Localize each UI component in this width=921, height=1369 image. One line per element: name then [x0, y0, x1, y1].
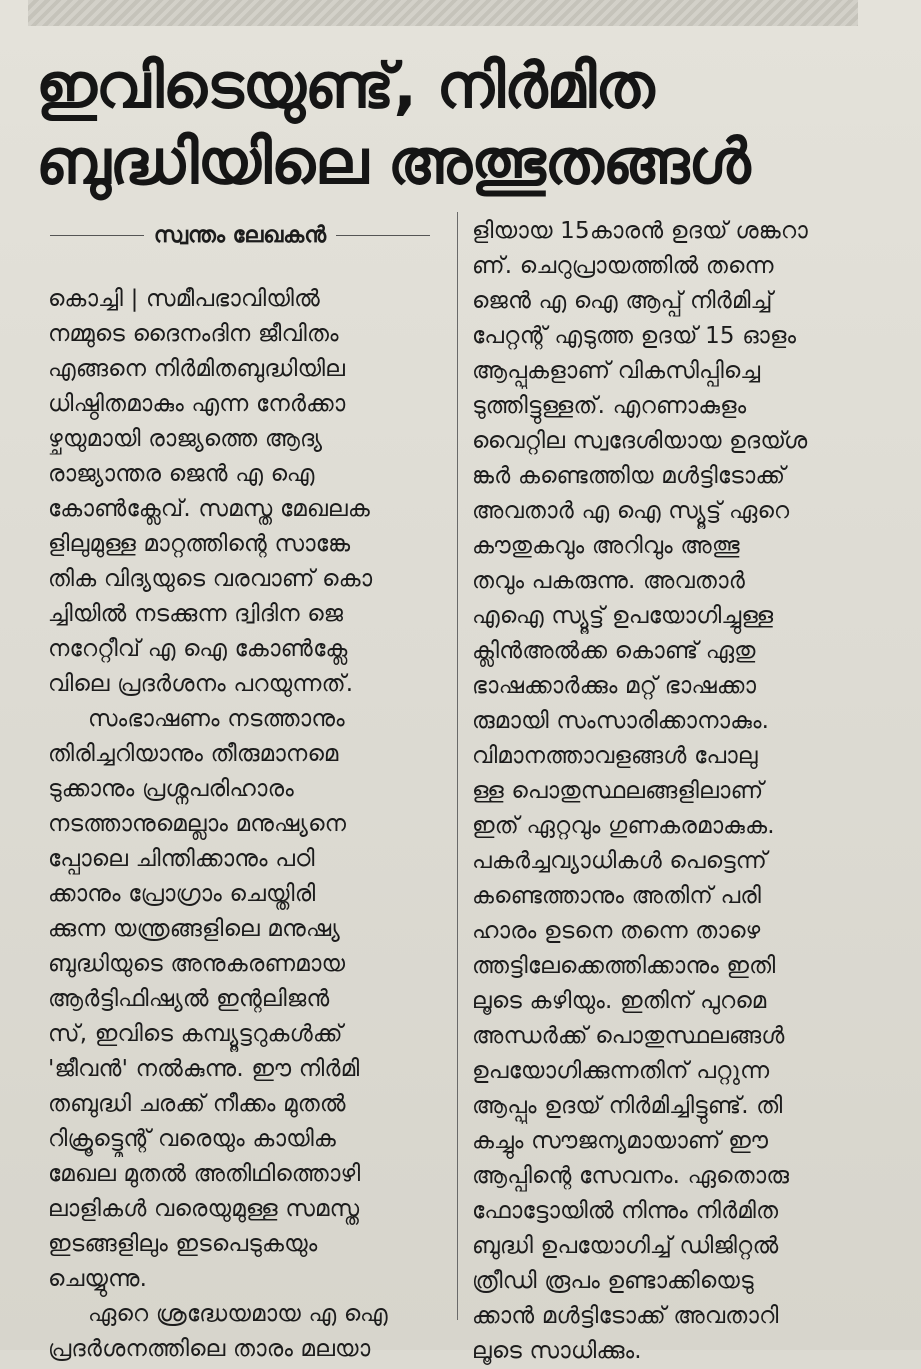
text-line: ഭാഷക്കാർക്കും മറ്റ് ഭാഷക്കാ: [472, 673, 757, 699]
text-line: രാജ്യാന്തര ജെൻ എ ഐ: [48, 461, 315, 487]
text-line: ളിലുമുള്ള മാറ്റത്തിന്റെ സാങ്കേ: [48, 531, 351, 557]
headline-line-2: ബുദ്ധിയിലെ അത്ഭുതങ്ങൾ: [36, 125, 750, 198]
text-line: എങ്ങനെ നിർമിതബുദ്ധിയില: [48, 356, 346, 382]
text-line: തബുദ്ധി ചരക്ക് നീക്കം മുതൽ: [48, 1091, 346, 1117]
text-line: അന്ധർക്ക് പൊതുസ്ഥലങ്ങൾ: [472, 1023, 785, 1049]
text-line: ത്രീഡി രൂപം ഉണ്ടാക്കിയെടു: [472, 1268, 754, 1294]
text-line: ഉപയോഗിക്കുന്നതിന് പറ്റുന്ന: [472, 1058, 770, 1084]
text-line: വിമാനത്താവളങ്ങൾ പോലു: [472, 743, 758, 769]
text-line: ജെൻ എ ഐ ആപ്പ് നിർമിച്ച്: [472, 288, 773, 314]
text-line: അവതാർ എ ഐ സ്യൂട്ട് ഏറെ: [472, 498, 790, 524]
text-line: 'ജീവൻ' നൽകുന്നു. ഈ നിർമി: [48, 1056, 360, 1082]
text-line: ക്കാൻ മൾട്ടിടോക്ക് അവതാറി: [472, 1303, 779, 1329]
text-line: കണ്ടെത്താനും അതിന് പരി: [472, 883, 762, 909]
text-line: ത്തട്ടിലേക്കെത്തിക്കാനും ഇതി: [472, 953, 776, 979]
text-line: ലാളികൾ വരെയുമുള്ള സമസ്ത: [48, 1196, 360, 1222]
text-line: ആർട്ടിഫിഷ്യൽ ഇന്റലിജൻ: [48, 986, 330, 1012]
text-line: ക്ലിൻഅൽക്ക കൊണ്ട് ഏതു: [472, 638, 756, 664]
byline-author: സ്വന്തം ലേഖകൻ: [153, 222, 327, 248]
text-line: പ്പോലെ ചിന്തിക്കാനും പഠി: [48, 846, 315, 872]
text-line: തിരിച്ചറിയാനും തീരുമാനമെ: [48, 741, 339, 767]
text-line: പ്രദർശനത്തിലെ താരം മലയാ: [48, 1336, 371, 1362]
paragraph-start: ഏറെ ശ്രദ്ധേയമായ എ ഐ: [88, 1301, 388, 1327]
text-line: സ്, ഇവിടെ കമ്പ്യൂട്ടറുകൾക്ക്: [48, 1021, 343, 1047]
text-line: പേറ്റന്റ് എടുത്ത ഉദയ് 15 ഓളം: [472, 323, 797, 349]
text-line: എഐ സ്യൂട്ട് ഉപയോഗിച്ചുള്ള: [472, 603, 774, 629]
byline-rule-right: [336, 235, 430, 236]
text-line: രുമായി സംസാരിക്കാനാകും.: [472, 708, 770, 734]
text-line: ബുദ്ധിയുടെ അനുകരണമായ: [48, 951, 346, 977]
text-line: മേഖല മുതൽ അതിഥിത്തൊഴി: [48, 1161, 361, 1187]
text-line: ഇത് ഏറ്റവും ഗുണകരമാകുക.: [472, 813, 775, 839]
text-line: ള്ള പൊതുസ്ഥലങ്ങളിലാണ്: [472, 778, 764, 804]
text-line: ആപ്പും ഉദയ് നിർമിച്ചിട്ടുണ്ട്. തി: [472, 1093, 783, 1119]
text-line: ച്ചിയിൽ നടക്കുന്ന ദ്വിദിന ജെ: [48, 601, 344, 627]
text-line: നടത്താനുമെല്ലാം മനുഷ്യനെ: [48, 811, 347, 837]
text-line: ക്കാനും പ്രോഗ്രാം ചെയ്തിരി: [48, 881, 316, 907]
text-line: ലൂടെ സാധിക്കും.: [472, 1338, 642, 1364]
text-line: ഴ്ചയുമായി രാജ്യത്തെ ആദ്യ: [48, 426, 323, 452]
headline-line-1: ഇവിടെയുണ്ട്, നിർമിത: [36, 49, 654, 122]
text-line: തിക വിദ്യയുടെ വരവാണ് കൊ: [48, 566, 373, 592]
text-line: ളിയായ 15കാരൻ ഉദയ് ശങ്കറാ: [472, 218, 808, 244]
text-line: തവും പകരുന്നു. അവതാർ: [472, 568, 746, 594]
byline: [40, 218, 440, 252]
text-line: ണ്. ചെറുപ്രായത്തിൽ തന്നെ: [472, 253, 774, 279]
text-line: നറേറ്റീവ് എ ഐ കോൺക്ലേ: [48, 636, 348, 662]
text-line: വൈറ്റില സ്വദേശിയായ ഉദയ്ശ: [472, 428, 808, 454]
torn-top-strip: [28, 0, 858, 26]
paragraph-start: സംഭാഷണം നടത്താനും: [88, 706, 345, 732]
text-line: നമ്മുടെ ദൈനംദിന ജീവിതം: [48, 321, 339, 347]
column-divider: [457, 212, 458, 1320]
text-line: കൊച്ചി | സമീപഭാവിയിൽ: [48, 286, 320, 312]
article-column-right: [472, 214, 870, 1369]
text-line: ഫോട്ടോയിൽ നിന്നും നിർമിത: [472, 1198, 779, 1224]
text-line: ടുക്കാനും പ്രശ്നപരിഹാരം: [48, 776, 294, 802]
text-line: വിലെ പ്രദർശനം പറയുന്നത്.: [48, 671, 354, 697]
text-line: ങ്കർ കണ്ടെത്തിയ മൾട്ടിടോക്ക്: [472, 463, 786, 489]
text-line: റിക്രൂട്ട്മെന്റ് വരെയും കായിക: [48, 1126, 337, 1152]
text-line: കോൺക്ലേവ്. സമസ്ത മേഖലക: [48, 496, 371, 522]
text-line: ബുദ്ധി ഉപയോഗിച്ച് ഡിജിറ്റൽ: [472, 1233, 779, 1259]
text-line: ധിഷ്ഠിതമാകും എന്ന നേർക്കാ: [48, 391, 346, 417]
text-line: ലൂടെ കഴിയും. ഇതിന് പുറമെ: [472, 988, 767, 1014]
text-line: ക്കുന്ന യന്ത്രങ്ങളിലെ മനുഷ്യ: [48, 916, 340, 942]
text-line: ഹാരം ഉടനെ തന്നെ താഴെ: [472, 918, 761, 944]
article-column-left: [48, 282, 443, 1367]
text-line: കച്ചും സൗജന്യമായാണ് ഈ: [472, 1128, 769, 1154]
text-line: ആപ്പിന്റെ സേവനം. ഏതൊരു: [472, 1163, 790, 1189]
headline: [36, 48, 896, 200]
text-line: ആപ്പുകളാണ് വികസിപ്പിച്ചെ: [472, 358, 761, 384]
text-line: പകർച്ചവ്യാധികൾ പെട്ടെന്ന്: [472, 848, 768, 874]
text-line: ടുത്തിട്ടുള്ളത്. എറണാകുളം: [472, 393, 747, 419]
byline-rule-left: [50, 235, 144, 236]
text-line: ചെയ്യുന്നു.: [48, 1266, 148, 1292]
text-line: ഇടങ്ങളിലും ഇടപെടുകയും: [48, 1231, 318, 1257]
text-line: കൗതുകവും അറിവും അത്ഭു: [472, 533, 740, 559]
